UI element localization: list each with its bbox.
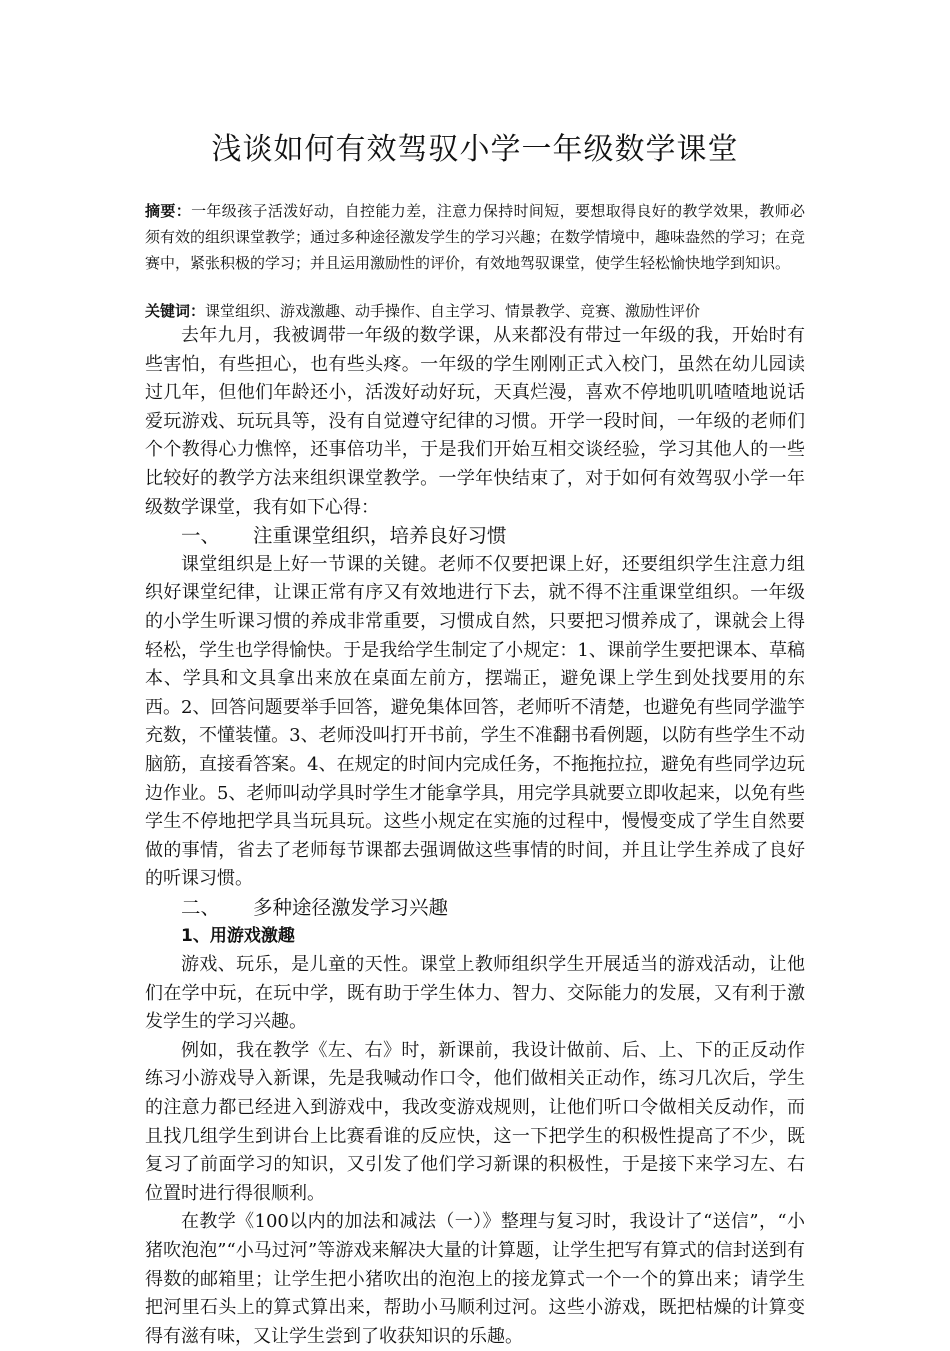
section-1-paragraph: 课堂组织是上好一节课的关键。老师不仅要把课上好，还要组织学生注意力组织好课堂纪律，让课正常有序又有效地进行下去，就不得不注重课堂组织。一年级的小学生听课习惯的养成非常重要，习惯成自然，只要把习惯养成了，课就会上得轻松，学生也学得愉快。于是我给学生制定了小规定：1、课前学生要把课本、草稿本、学具和文具拿出来放在桌面左前方，摆端正，避免课上学生到处找要用的东西。2、回答问题要举手回答，避免集体回答，老师听不清楚，也避免有些同学滥竽充数，不懂装懂。3、老师没叫打开书前，学生不准翻书看例题，以防有些学生不动脑筋，直接看答案。4、在规定的时间内完成任务，不拖拖拉拉，避免有些同学边玩边作业。5、老师叫动学具时学生才能拿学具，用完学具就要立即收起来，以免有些学生不停地把学具当玩具玩。这些小规定在实施的过程中，慢慢变成了学生自然要做的事情，省去了老师每节课都去强调做这些事情的时间，并且让学生养成了良好的听课习惯。: [145, 553, 805, 890]
section-heading-2: [145, 894, 805, 923]
intro-paragraph: 去年九月，我被调带一年级的数学课，从来都没有带过一年级的我，开始时有些害怕，有些担心，也有些头疼。一年级的学生刚刚正式入校门，虽然在幼儿园读过几年，但他们年龄还小，活泼好动好玩，天真烂漫，喜欢不停地叽叽喳喳地说话爱玩游戏、玩玩具等，没有自觉遵守纪律的习惯。开学一段时间，一年级的老师们个个教得心力憔悴，还事倍功半，于是我们开始互相交谈经验，学习其他人的一些比较好的教学方法来组织课堂教学。一学年快结束了，对于如何有效驾驭小学一年级数学课堂，我有如下心得：: [145, 325, 805, 518]
section-title-1: 注重课堂组织，培养良好习惯: [253, 524, 507, 548]
document-title: 浅谈如何有效驾驭小学一年级数学课堂: [211, 132, 739, 167]
document-body: [145, 322, 805, 1351]
abstract: [145, 198, 805, 276]
keywords-text: 课堂组织、游戏激趣、动手操作、自主学习、情景教学、竞赛、激励性评价: [205, 302, 701, 320]
section-title-2: 多种途径激发学习兴趣: [253, 895, 449, 919]
section-number-2: 二、: [181, 895, 221, 919]
section-2-paragraph-2: 例如，我在教学《左、右》时，新课前，我设计做前、后、上、下的正反动作练习小游戏导入新课，先是我喊动作口令，他们做相关正动作，练习几次后，学生的注意力都已经进入到游戏中，我改变游戏规则，让他们听口令做相关反动作，而且找几组学生到讲台上比赛看谁的反应快，这一下把学生的积极性提高了不少，既复习了前面学习的知识，又引发了他们学习新课的积极性，于是接下来学习左、右位置时进行得很顺利。: [145, 1039, 805, 1204]
subsection-heading-2-1: 1、用游戏激趣: [181, 926, 295, 947]
keywords-label: 关键词：: [145, 302, 206, 320]
section-2-paragraph-1: 游戏、玩乐，是儿童的天性。课堂上教师组织学生开展适当的游戏活动，让他们在学中玩，在玩中学，既有助于学生体力、智力、交际能力的发展，又有利于激发学生的学习兴趣。: [145, 954, 805, 1033]
abstract-text: 一年级孩子活泼好动，自控能力差，注意力保持时间短，要想取得良好的教学效果，教师必须有效的组织课堂教学；通过多种途径激发学生的学习兴趣；在数学情境中，趣味盎然的学习；在竞赛中，紧张积极的学习；并且运用激励性的评价，有效地驾驭课堂，使学生轻松愉快地学到知识。: [145, 202, 806, 272]
section-2-paragraph-3: 在教学《100以内的加法和减法（一）》整理与复习时，我设计了“送信”，“小猪吹泡泡”“小马过河”等游戏来解决大量的计算题，让学生把写有算式的信封送到有得数的邮箱里；让学生把小猪吹出的泡泡上的接龙算式一个一个的算出来；请学生把河里石头上的算式算出来，帮助小马顺利过河。这些小游戏，既把枯燥的计算变得有滋有味，又让学生尝到了收获知识的乐趣。: [145, 1211, 805, 1347]
keywords: [145, 300, 805, 322]
abstract-label: 摘要：: [145, 202, 192, 220]
section-number-1: 一、: [181, 524, 221, 548]
section-heading-1: [145, 522, 805, 551]
